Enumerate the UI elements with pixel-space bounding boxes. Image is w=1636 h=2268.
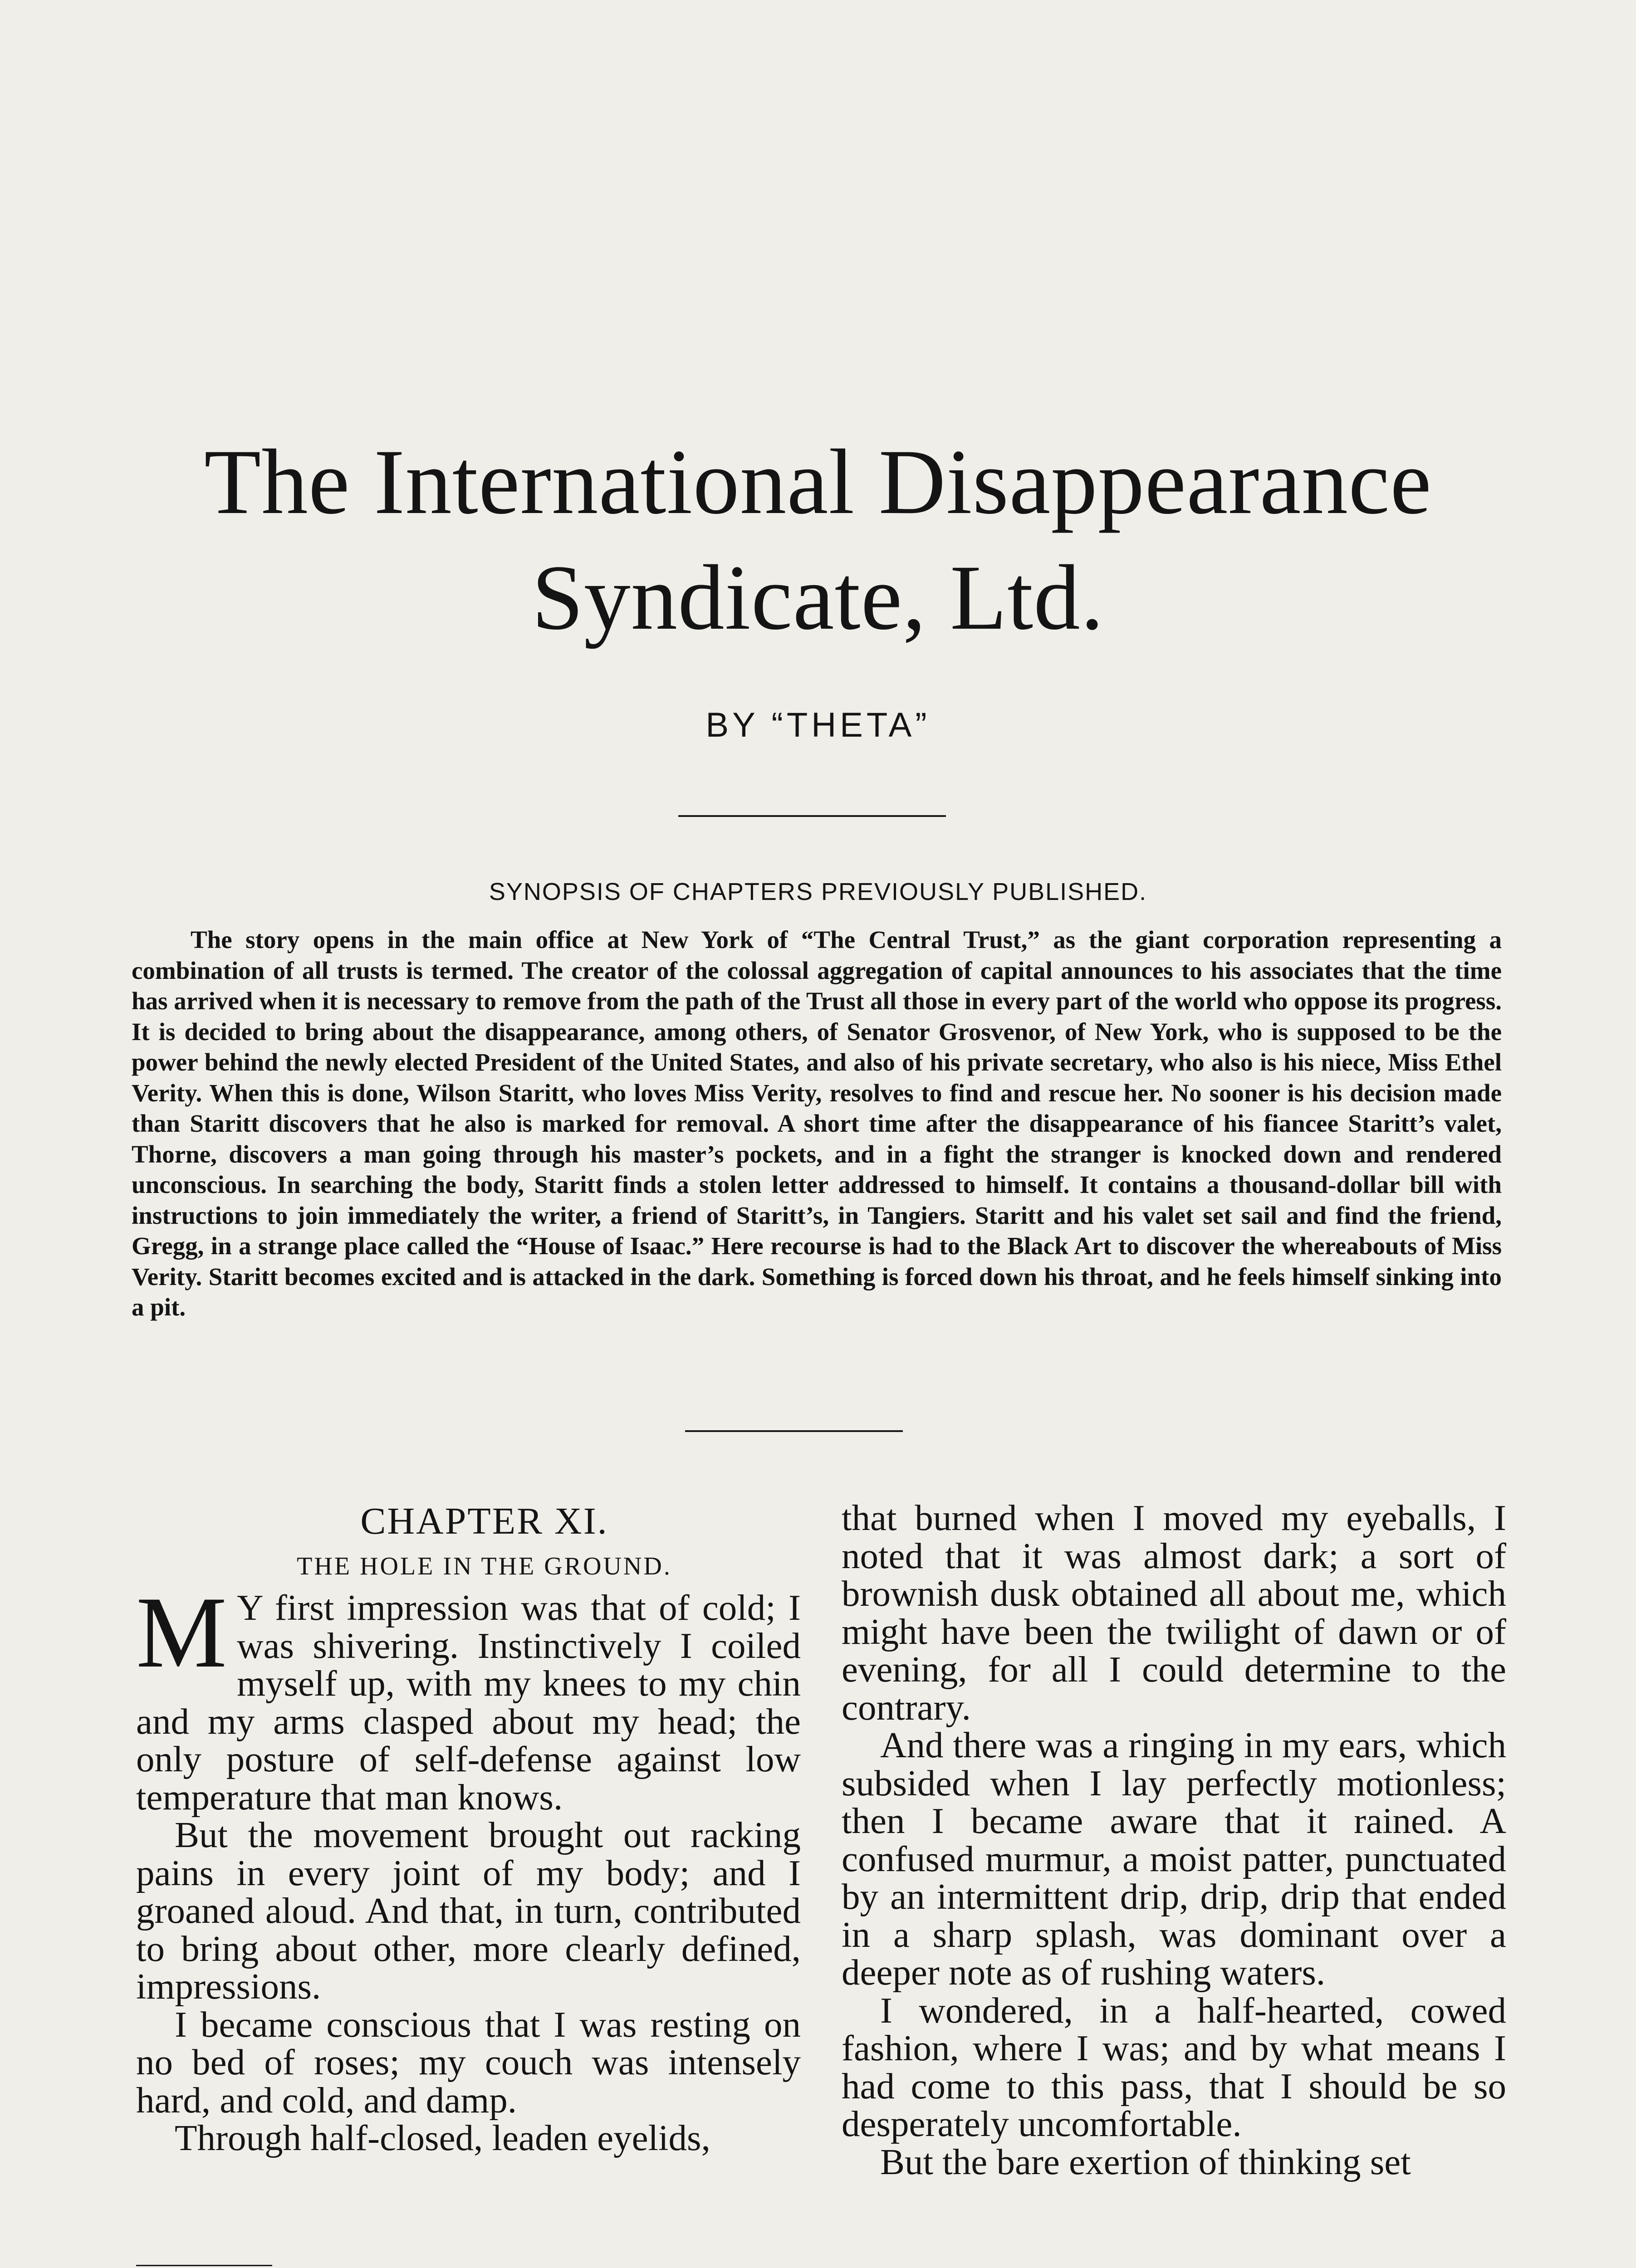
left-column <box>136 1499 801 2157</box>
story-title-line-2: Syndicate, Ltd. <box>532 546 1104 649</box>
paragraph: But the movement brought out racking pains in every joint of my body; and I groaned aloud. And that, in turn, contributed to bring about other, more clearly defined, impressions. <box>136 1814 801 2007</box>
paragraph: And there was a ringing in my ears, which subsided when I lay perfectly motionless; then I became aware that it rained. A confused murmur, a moist patter, punctuated by an intermittent drip, drip, drip that ended in a sharp splash, was dominant over a deeper note as of rushing waters. <box>842 1725 1506 1993</box>
paragraph: Through half-closed, leaden eyelids, <box>175 2117 710 2158</box>
paragraph: But the bare exertion of thinking set <box>880 2141 1411 2182</box>
chapter-heading: CHAPTER XI. <box>360 1500 608 1542</box>
divider-rule <box>685 1430 903 1432</box>
paragraph: I became conscious that I was resting on no bed of roses; my couch was intensely hard, and cold, and damp. <box>136 2004 801 2121</box>
synopsis-text: The story opens in the main office at New York of “The Central Trust,” as the giant corporation representing a combination of all trusts is termed. The creator of the colossal aggregation of capital announces to his associates that the time has arrived when it is necessary to remove from the path of the Trust all those in every part of the world who oppose its progress. It is decided to bring about the disappearance, among others, of Senator Grosvenor, of New York, who is supposed to be the power behind the newly elected President of the United States, and also of his private secretary, who also is his niece, Miss Ethel Verity. When this is done, Wilson Staritt, who loves Miss Verity, resolves to find and rescue her. No sooner is his decision made than Staritt discovers that he also is marked for removal. A short time after the disappearance of his fiancee Staritt’s valet, Thorne, discovers a man going through his master’s pockets, and in a fight the stranger is knocked down and rendered unconscious. In searching the body, Staritt finds a stolen letter addressed to himself. It contains a thousand-dollar bill with instructions to join immediately the writer, a friend of Staritt’s, in Tangiers. Staritt and his valet set sail and find the friend, Gregg, in a strange place called the “House of Isaac.” Here recourse is had to the Black Art to discover the whereabouts of Miss Verity. Staritt becomes excited and is attacked in the dark. Something is forced down his throat, and he feels himself sinking into a pit. <box>132 926 1502 1321</box>
author-byline: BY “THETA” <box>705 706 931 744</box>
chapter-subtitle: THE HOLE IN THE GROUND. <box>297 1552 672 1580</box>
right-column <box>842 1499 1506 2181</box>
paragraph-continued: that burned when I moved my eyeballs, I noted that it was almost dark; a sort of brownish dusk obtained all about me, which might have been the twilight of dawn or of evening, for all I could determine to the contrary. <box>842 1497 1506 1728</box>
story-title-line-1: The International Disappearance <box>204 430 1432 533</box>
synopsis-heading: SYNOPSIS OF CHAPTERS PREVIOUSLY PUBLISHED. <box>489 878 1147 905</box>
paragraph <box>136 1575 801 1818</box>
divider-rule <box>678 815 946 817</box>
story-title <box>113 424 1523 655</box>
drop-cap: M <box>136 1575 227 1689</box>
footnote-rule <box>136 2265 272 2266</box>
paragraph: I wondered, in a half-hearted, cowed fashion, where I was; and by what means I had come to this pass, that I should be so desperately uncomfortable. <box>842 1989 1506 2144</box>
paragraph-text: Y first impression was that of cold; I was shivering. Instinctively I coiled myself up, with my knees to my chin and my arms clasped about my head; the only posture of self-defense against low temperature that man knows. <box>136 1587 801 1818</box>
